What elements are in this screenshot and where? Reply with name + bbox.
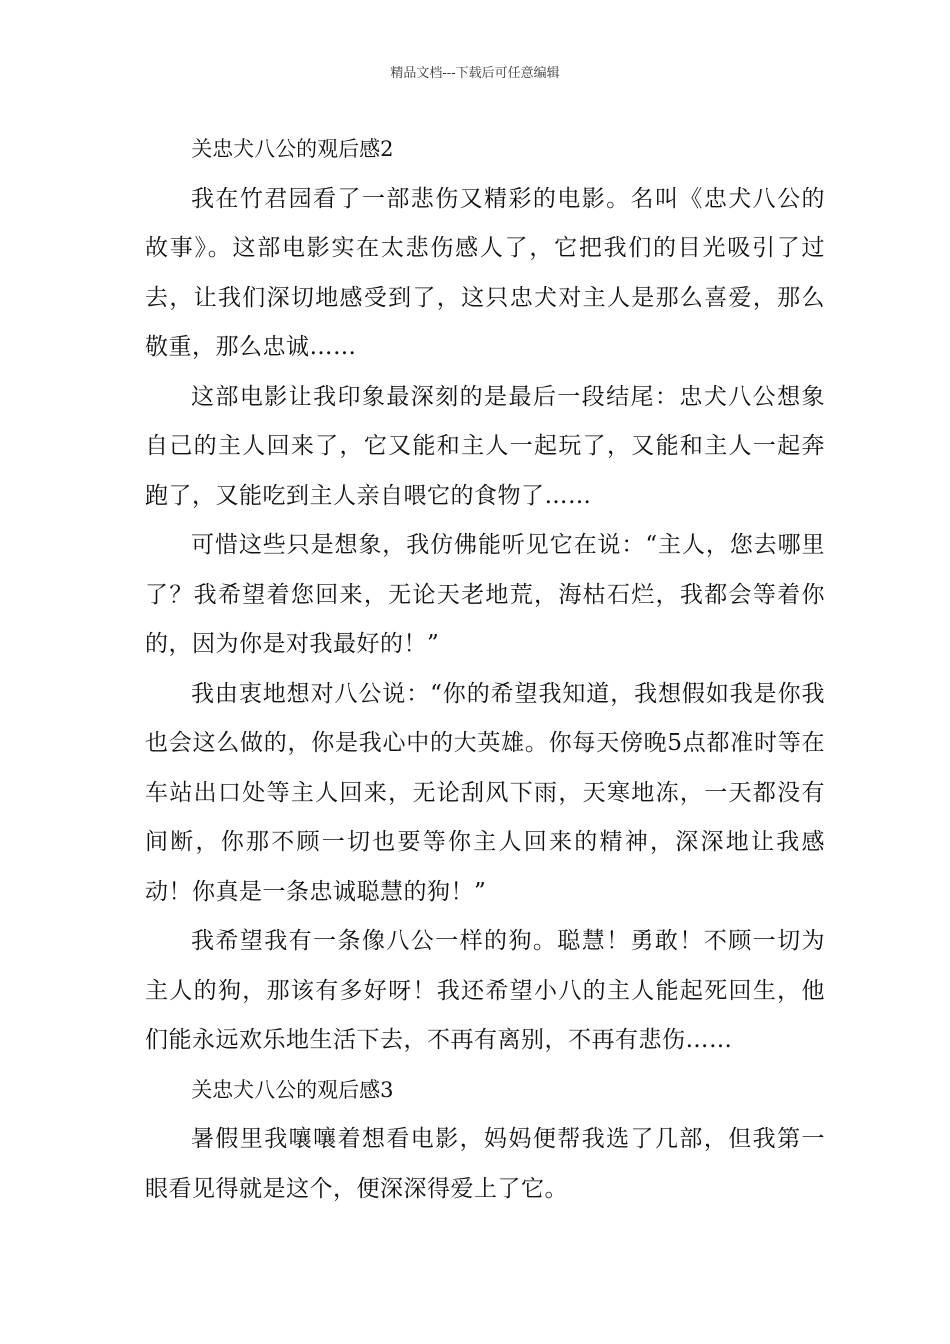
- paragraph: 我希望我有一条像八公一样的狗。聪慧！勇敢！不顾一切为主人的狗，那该有多好呀！我还希望小八的主人能起死回生，他们能永远欢乐地生活下去，不再有离别，不再有悲伤……: [145, 928, 825, 1053]
- paragraph: 暑假里我嚷嚷着想看电影，妈妈便帮我选了几部，但我第一眼看见得就是这个，便深深得爱上了它。: [145, 1126, 825, 1202]
- section-heading-3: 关忠犬八公的观后感3: [191, 1077, 394, 1102]
- section-heading-2: 关忠犬八公的观后感2: [191, 137, 394, 161]
- page-header: 精品文档---下载后可任意编辑: [390, 66, 560, 81]
- document-body: [145, 125, 825, 1214]
- paragraph: 可惜这些只是想象，我仿佛能听见它在说：“主人，您去哪里了？我希望着您回来，无论天老地荒，海枯石烂，我都会等着你的，因为你是对我最好的！”: [145, 532, 825, 657]
- paragraph: 我在竹君园看了一部悲伤又精彩的电影。名叫《忠犬八公的故事》。这部电影实在太悲伤感人了，它把我们的目光吸引了过去，让我们深切地感受到了，这只忠犬对主人是那么喜爱，那么敬重，那么忠诚……: [145, 185, 825, 360]
- paragraph: 我由衷地想对八公说：“你的希望我知道，我想假如我是你我也会这么做的，你是我心中的大英雄。你每天傍晚5点都准时等在车站出口处等主人回来，无论刮风下雨，天寒地冻，一天都没有间断，你那不顾一切也要等你主人回来的精神，深深地让我感动！你真是一条忠诚聪慧的狗！”: [145, 680, 825, 905]
- paragraph: 这部电影让我印象最深刻的是最后一段结尾：忠犬八公想象自己的主人回来了，它又能和主人一起玩了，又能和主人一起奔跑了，又能吃到主人亲自喂它的食物了……: [145, 383, 825, 509]
